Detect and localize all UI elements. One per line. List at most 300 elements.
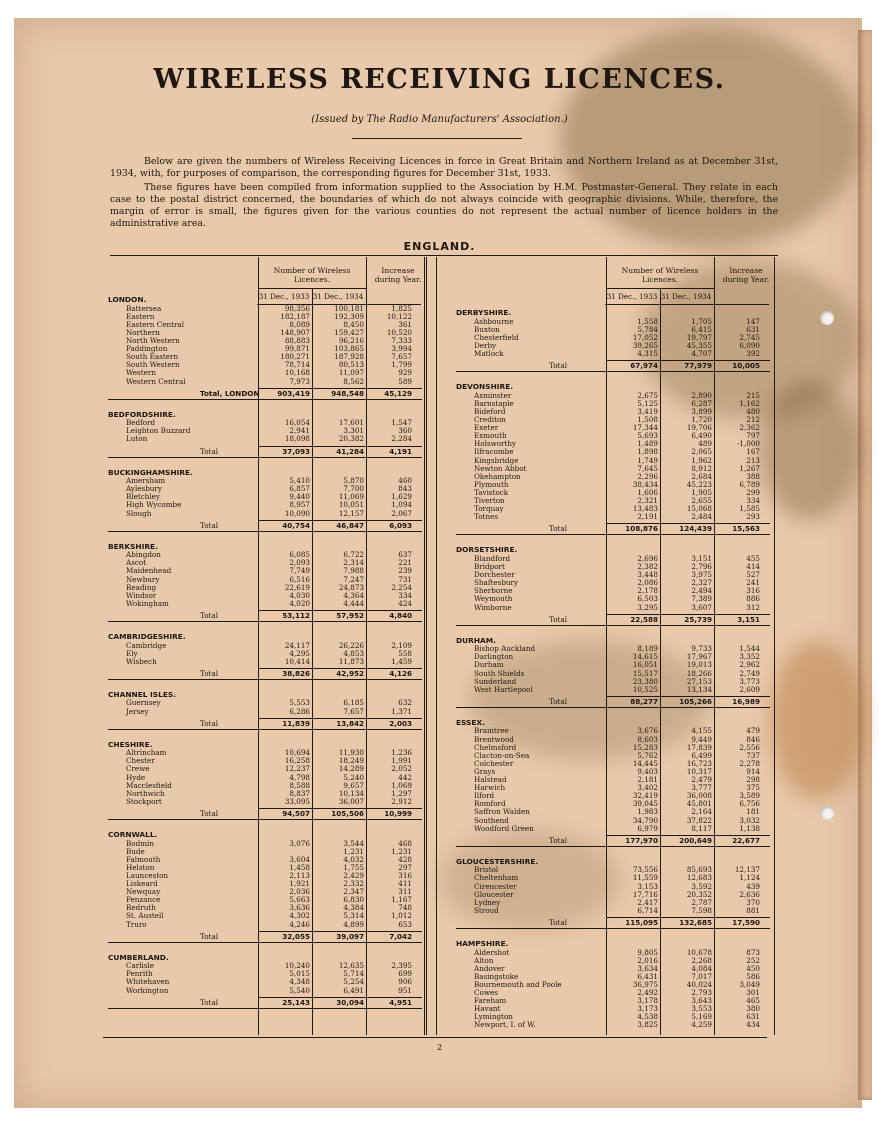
value-1934: 6,830	[343, 895, 364, 905]
value-1934: 6,490	[691, 431, 712, 441]
total-rule	[456, 846, 770, 847]
value-increase: 388	[746, 471, 760, 481]
value-1933: 10,525	[632, 684, 658, 694]
value-1933: 6,857	[289, 484, 310, 494]
value-1933: 8,189	[637, 644, 658, 654]
total-rule	[456, 928, 770, 929]
value-1933: 3,676	[637, 726, 658, 736]
value-1934: 18,249	[338, 756, 364, 766]
value-1934: 17,839	[686, 742, 712, 752]
place-name: Aylesbury	[126, 484, 162, 494]
value-increase: 10,122	[386, 311, 412, 321]
value-1934: 9,733	[691, 644, 712, 654]
place-name: Newbury	[126, 574, 160, 584]
value-increase: 3,032	[739, 815, 760, 825]
place-name: Stroud	[474, 905, 499, 915]
value-1933: 7,973	[289, 376, 310, 386]
column-rule	[366, 257, 367, 1035]
value-increase: 316	[398, 870, 412, 880]
total-1934: 39,097	[336, 931, 364, 941]
value-1933: 2,321	[637, 496, 658, 505]
value-1933: 14,615	[632, 652, 658, 662]
place-name: Basingstoke	[474, 971, 519, 981]
value-1934: 5,240	[343, 772, 364, 782]
total-label: Total	[200, 931, 219, 941]
value-increase: 846	[746, 734, 760, 744]
value-1933: 15,283	[632, 742, 658, 752]
value-1933: 7,645	[637, 463, 658, 473]
value-1934: 159,427	[334, 327, 364, 337]
value-1933: 5,553	[289, 698, 310, 708]
value-increase: 929	[398, 368, 412, 378]
value-1933: 2,036	[289, 887, 310, 897]
place-name: Okehampton	[474, 471, 521, 481]
page-title: WIRELESS RECEIVING LICENCES.	[153, 64, 726, 95]
value-1933: 1,921	[289, 879, 310, 888]
value-1934: 3,643	[691, 996, 712, 1006]
value-increase: 392	[746, 349, 760, 358]
value-1934: 2,796	[691, 562, 712, 571]
value-1933: 5,540	[289, 985, 310, 995]
value-1934: 4,899	[343, 919, 364, 929]
place-name: Launceston	[126, 870, 169, 880]
value-1933: 3,448	[637, 570, 658, 580]
header-increase: Increase during Year.	[722, 266, 770, 284]
value-increase: 293	[746, 512, 760, 522]
total-1933: 37,093	[282, 446, 310, 456]
value-1933: 8,837	[289, 788, 310, 798]
place-name: Cheltenham	[474, 873, 519, 883]
total-label: Total	[549, 696, 568, 706]
value-1934: 1,231	[343, 846, 364, 856]
value-increase: 653	[398, 919, 412, 929]
value-increase: 1,138	[739, 823, 760, 833]
value-increase: 3,994	[391, 344, 412, 354]
total-label: Total	[549, 524, 568, 534]
value-1934: 11,930	[338, 748, 364, 758]
total-1934: 132,685	[679, 917, 712, 927]
place-name: South Eastern	[126, 352, 179, 362]
value-1934: 5,714	[343, 969, 364, 979]
value-increase: 212	[746, 415, 760, 424]
value-1933: 3,402	[637, 783, 658, 793]
value-1934: 7,389	[691, 594, 712, 604]
value-1933: 1,898	[637, 447, 658, 457]
total-increase: 10,005	[732, 361, 760, 371]
place-name: Dorchester	[474, 570, 515, 580]
value-1933: 5,663	[289, 895, 310, 905]
place-name: Ashbourne	[474, 316, 514, 326]
value-1934: 9,657	[343, 780, 364, 790]
value-increase: 1,231	[391, 846, 412, 856]
value-1934: 96,216	[338, 336, 364, 345]
value-1934: 5,870	[343, 476, 364, 486]
county-name: GLOUCESTERSHIRE.	[456, 856, 539, 866]
value-1934: 100,181	[334, 303, 364, 313]
value-increase: 414	[746, 562, 760, 571]
value-1933: 6,431	[637, 971, 658, 981]
total-rule	[456, 625, 770, 626]
value-increase: 631	[746, 324, 760, 334]
place-name: Windsor	[126, 590, 157, 600]
place-name: Tiverton	[474, 496, 505, 505]
total-label: Total	[549, 361, 568, 371]
value-increase: 334	[398, 590, 412, 600]
value-1933: 8,588	[289, 780, 310, 790]
value-1934: 4,384	[343, 903, 364, 913]
county-name: DERBYSHIRE.	[456, 308, 512, 317]
value-1934: 85,693	[686, 865, 712, 875]
value-increase: 301	[746, 988, 760, 997]
place-name: Wimborne	[474, 602, 512, 612]
value-increase: 527	[746, 570, 760, 580]
value-1934: 45,355	[686, 340, 712, 350]
value-increase: 2,912	[391, 796, 412, 806]
value-increase: 1,547	[391, 418, 412, 428]
total-label: Total	[200, 520, 219, 530]
value-1934: 10,051	[338, 500, 364, 510]
value-1934: 7,988	[343, 566, 364, 576]
place-name: Luton	[126, 434, 148, 444]
total-increase: 15,563	[732, 524, 760, 534]
place-name: Jersey	[126, 706, 149, 716]
value-1934: 2,429	[343, 870, 364, 880]
value-1933: 13,483	[632, 504, 658, 514]
county-name: CAMBRIDGESHIRE.	[108, 631, 186, 641]
value-1933: 1,749	[637, 455, 658, 465]
place-name: Newton Abbot	[474, 463, 527, 473]
place-name: Romford	[474, 799, 506, 809]
value-1934: 9,449	[691, 734, 712, 744]
value-1934: 2,684	[691, 471, 712, 481]
value-1934: 24,873	[338, 582, 364, 592]
value-1933: 22,619	[284, 582, 310, 592]
total-1933: 177,970	[625, 835, 658, 845]
value-1933: 2,086	[637, 578, 658, 588]
place-name: Brentwood	[474, 734, 514, 744]
value-1934: 2,484	[691, 512, 712, 522]
place-name: Bedford	[126, 418, 156, 428]
value-increase: 2,067	[391, 508, 412, 518]
place-name: Durham	[474, 660, 504, 670]
place-name: Chester	[126, 756, 155, 766]
place-name: Shaftesbury	[474, 578, 519, 588]
value-1933: 3,825	[637, 1020, 658, 1030]
value-increase: 468	[398, 838, 412, 848]
place-name: Redruth	[126, 903, 156, 913]
total-label: Total	[200, 718, 219, 728]
value-increase: 10,520	[386, 327, 412, 337]
place-name: Weymouth	[474, 594, 513, 604]
place-name: West Hartlepool	[474, 684, 533, 694]
place-name: Totnes	[474, 512, 499, 522]
value-1933: 2,696	[637, 553, 658, 563]
value-1934: 7,247	[343, 574, 364, 584]
value-1934: 1,755	[343, 862, 364, 872]
value-increase: 2,395	[391, 961, 412, 971]
value-1934: 103,865	[334, 344, 364, 354]
value-1933: 2,382	[637, 562, 658, 571]
value-increase: 6,789	[739, 479, 760, 489]
value-1933: 9,403	[637, 766, 658, 776]
value-increase: 460	[398, 476, 412, 486]
header-increase: Increase during Year.	[374, 266, 422, 284]
value-increase: 1,799	[391, 360, 412, 370]
value-1933: 3,076	[289, 838, 310, 848]
county-name: HAMPSHIRE.	[456, 938, 509, 948]
place-name: Paddington	[126, 344, 168, 354]
header-1933: 31 Dec., 1933	[606, 292, 658, 301]
value-increase: 147	[746, 316, 760, 326]
value-1934: 4,364	[343, 590, 364, 600]
value-increase: 699	[398, 969, 412, 979]
total-label: Total	[200, 997, 219, 1007]
value-1933: 5,784	[637, 324, 658, 334]
value-1934: 3,899	[691, 406, 712, 416]
value-1934: 2,347	[343, 887, 364, 897]
place-name: Newquay	[126, 887, 161, 897]
value-1933: 78,714	[284, 360, 310, 370]
value-increase: 1,544	[739, 644, 760, 654]
place-name: Clacton-on-Sea	[474, 750, 530, 760]
total-rule	[108, 531, 422, 532]
place-name: Ascot	[126, 558, 147, 568]
place-name: Tavistock	[474, 487, 509, 497]
value-increase: 2,254	[391, 582, 412, 592]
value-1933: 5,125	[637, 398, 658, 408]
county-name: CHANNEL ISLES.	[108, 689, 176, 699]
value-increase: 1,371	[391, 706, 412, 716]
value-increase: 1,459	[391, 656, 412, 666]
place-name: Wokingham	[126, 598, 169, 608]
value-increase: 914	[746, 766, 760, 776]
value-increase: 2,284	[391, 434, 412, 444]
county-name: BERKSHIRE.	[108, 541, 158, 551]
total-1934: 57,952	[336, 610, 364, 620]
value-increase: 886	[746, 594, 760, 604]
value-1933: 6,503	[637, 594, 658, 604]
total-increase: 17,590	[732, 917, 760, 927]
total-1934: 42,952	[336, 668, 364, 678]
total-rule	[456, 371, 770, 372]
value-1934: 3,777	[691, 783, 712, 793]
value-1933: 8,957	[289, 500, 310, 510]
value-increase: 1,167	[391, 895, 412, 905]
value-1933: 1,489	[637, 439, 658, 449]
value-increase: 1,124	[739, 873, 760, 883]
value-increase: 215	[746, 390, 760, 400]
place-name: Bodmin	[126, 838, 154, 848]
place-name: Stockport	[126, 796, 162, 806]
place-name: Macclesfield	[126, 780, 172, 790]
value-1934: 13,134	[686, 684, 712, 694]
total-1933: 25,143	[282, 997, 310, 1007]
table-bottom-rule	[103, 1037, 767, 1038]
value-increase: 298	[746, 775, 760, 784]
total-increase: 45,129	[384, 388, 412, 398]
total-increase: 16,989	[732, 696, 760, 706]
place-name: Slough	[126, 508, 152, 518]
total-rule	[108, 1008, 422, 1009]
value-1933: 4,302	[289, 911, 310, 921]
value-1933: 12,237	[284, 764, 310, 774]
county-name: BUCKINGHAMSHIRE.	[108, 467, 193, 477]
value-1933: 16,051	[632, 660, 658, 670]
column-rule	[426, 257, 427, 1035]
value-1934: 4,084	[691, 963, 712, 973]
total-1934: 30,094	[336, 997, 364, 1007]
value-1934: 2,787	[691, 897, 712, 907]
place-name: Chesterfield	[474, 332, 519, 342]
total-rule	[108, 457, 422, 458]
value-increase: 6,090	[739, 340, 760, 350]
place-name: Gloucester	[474, 889, 514, 899]
value-1933: 5,762	[637, 750, 658, 760]
total-increase: 22,677	[732, 835, 760, 845]
value-1933: 11,559	[632, 873, 658, 883]
value-1933: 10,414	[284, 656, 310, 666]
value-1934: 37,822	[686, 815, 712, 825]
place-name: Barnstaple	[474, 398, 514, 408]
value-1934: 10,317	[686, 766, 712, 776]
value-1933: 18,098	[284, 434, 310, 444]
value-1933: 5,015	[289, 969, 310, 979]
total-rule	[108, 819, 422, 820]
value-1934: 2,327	[691, 578, 712, 588]
total-increase: 4,840	[389, 610, 412, 620]
value-1934: 6,499	[691, 750, 712, 760]
punch-hole	[820, 311, 834, 325]
value-1933: 4,315	[637, 349, 658, 358]
value-1934: 1,962	[691, 455, 712, 465]
value-1933: 2,093	[289, 558, 310, 568]
value-1934: 2,164	[691, 807, 712, 817]
place-name: High Wycombe	[126, 500, 182, 510]
value-1933: 36,975	[632, 979, 658, 989]
value-1934: 16,723	[686, 758, 712, 768]
value-1934: 2,268	[691, 955, 712, 965]
value-increase: 12,137	[734, 865, 760, 875]
value-1933: 34,790	[632, 815, 658, 825]
total-increase: 10,999	[384, 808, 412, 818]
value-1933: 8,603	[637, 734, 658, 744]
place-name: Exeter	[474, 423, 499, 433]
value-1933: 3,153	[637, 881, 658, 891]
place-name: Fareham	[474, 996, 507, 1006]
county-name: DEVONSHIRE.	[456, 382, 514, 392]
place-name: Liskeard	[126, 879, 158, 888]
place-name: Abingdon	[126, 550, 161, 560]
value-increase: 375	[746, 783, 760, 793]
value-1933: 3,173	[637, 1004, 658, 1014]
value-1934: 4,707	[691, 349, 712, 358]
value-1933: 39,265	[632, 340, 658, 350]
value-increase: 297	[398, 862, 412, 872]
value-1933: 6,979	[637, 823, 658, 833]
value-1933: 16,054	[284, 418, 310, 428]
place-name: Aldershot	[474, 947, 510, 957]
value-1934: 45,223	[686, 479, 712, 489]
total-label: Total	[549, 835, 568, 845]
value-increase: 7,333	[391, 336, 412, 345]
place-name: Blandford	[474, 553, 511, 563]
issued-by: (Issued by The Radio Manufacturers' Association.)	[311, 114, 568, 125]
value-1934: 15,068	[686, 504, 712, 514]
total-1934: 105,506	[331, 808, 364, 818]
value-increase: 424	[398, 598, 412, 608]
value-1934: 6,415	[691, 324, 712, 334]
value-1933: 3,634	[637, 963, 658, 973]
value-increase: 311	[398, 887, 412, 897]
value-increase: 558	[398, 648, 412, 658]
value-increase: 2,556	[739, 742, 760, 752]
value-1933: 17,344	[632, 423, 658, 433]
place-name: Bournemouth and Poole	[474, 979, 562, 989]
place-name: Lydney	[474, 897, 501, 907]
value-1933: 4,030	[289, 590, 310, 600]
intro-paragraph-2: These figures have been compiled from information supplied to the Association by H.M. Postmaster-General. They relate in each case to the postal district concerned, the boundaries of which do not always coincide with geographic divisions. While, therefore, the margin of error is small, the figures given for the various counties do not represent the actual number of licence holders in the administrative area.	[110, 182, 778, 229]
value-1934: 12,683	[686, 873, 712, 883]
county-name: ESSEX.	[456, 717, 485, 727]
value-1933: 1,508	[637, 415, 658, 424]
value-1933: 2,016	[637, 955, 658, 965]
value-1933: 6,286	[289, 706, 310, 716]
value-increase: 442	[398, 772, 412, 782]
value-1934: 26,226	[338, 640, 364, 650]
value-1933: 9,805	[637, 947, 658, 957]
value-increase: 1,267	[739, 463, 760, 473]
total-1933: 67,974	[630, 361, 658, 371]
value-increase: 586	[746, 971, 760, 981]
value-1933: 8,089	[289, 319, 310, 329]
place-name: Axminster	[474, 390, 512, 400]
place-name: Braintree	[474, 726, 509, 736]
place-name: Buxton	[474, 324, 500, 334]
value-1933: 88,883	[284, 336, 310, 345]
place-name: Bideford	[474, 406, 506, 416]
place-name: Colchester	[474, 758, 514, 768]
value-1933: 2,191	[637, 512, 658, 522]
value-1934: 6,287	[691, 398, 712, 408]
value-increase: 167	[746, 447, 760, 457]
value-1934: 2,065	[691, 447, 712, 457]
total-1933: 32,055	[282, 931, 310, 941]
place-name: Matlock	[474, 349, 504, 358]
value-increase: 480	[746, 406, 760, 416]
total-increase: 6,093	[389, 520, 412, 530]
total-rule	[456, 534, 770, 535]
place-name: Cambridge	[126, 640, 167, 650]
value-increase: 906	[398, 977, 412, 987]
value-increase: 873	[746, 947, 760, 957]
place-name: Bridport	[474, 562, 505, 571]
value-increase: 2,636	[739, 889, 760, 899]
value-1934: 45,801	[686, 799, 712, 809]
value-1934: 11,097	[338, 368, 364, 378]
value-increase: 632	[398, 698, 412, 708]
value-increase: 360	[398, 426, 412, 436]
value-1933: 2,113	[289, 870, 310, 880]
value-1933: 39,045	[632, 799, 658, 809]
value-1934: 19,706	[686, 423, 712, 433]
value-increase: 1,012	[391, 911, 412, 921]
total-rule	[108, 621, 422, 622]
value-1934: 6,722	[343, 550, 364, 560]
total-1934: 124,439	[679, 524, 712, 534]
value-1934: 3,151	[691, 553, 712, 563]
value-increase: 380	[746, 1004, 760, 1014]
value-increase: 411	[398, 879, 412, 888]
